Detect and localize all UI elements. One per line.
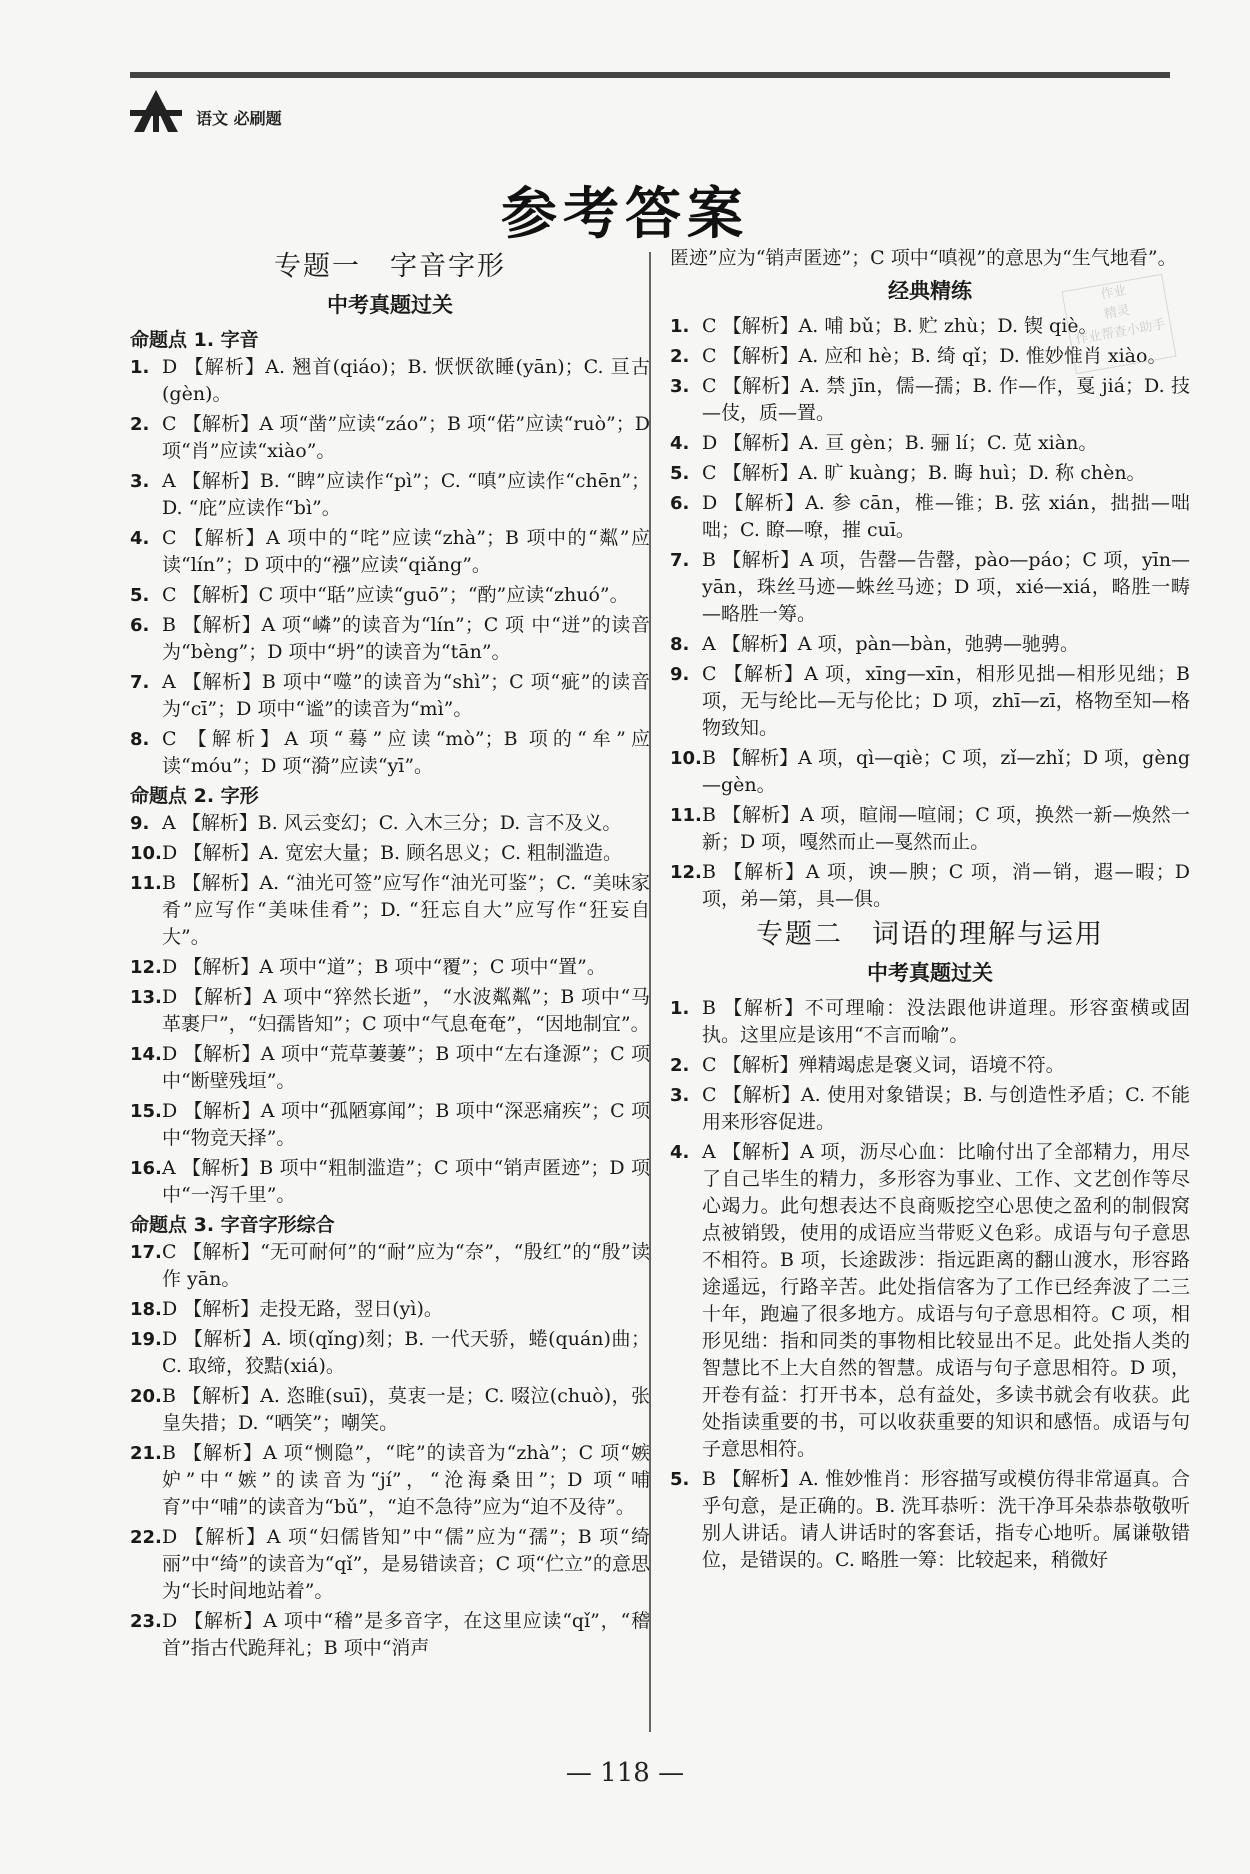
answer-number: 6.	[670, 493, 690, 514]
answer-number: 15.	[130, 1101, 162, 1122]
answer-text: D 【解析】A 项中“荒草萋萋”；B 项中“左右逢源”；C 项中“断壁残垣”。	[162, 1043, 650, 1092]
answer-text: D 【解析】A. 参 cān，椎—锥；B. 弦 xián，拙拙—咄咄；C. 瞭—嘹，摧 cuī。	[702, 492, 1190, 541]
answer-number: 13.	[130, 987, 162, 1008]
answer-item	[130, 870, 650, 951]
topic-heading: 命题点 3. 字音字形综合	[130, 1214, 335, 1236]
answer-item	[130, 1326, 650, 1380]
answer-item	[130, 1155, 650, 1209]
answer-number: 16.	[130, 1158, 162, 1179]
answer-item	[130, 525, 650, 579]
answer-number: 7.	[670, 550, 690, 571]
answer-number: 2.	[670, 1055, 690, 1076]
answer-item	[130, 1041, 650, 1095]
answer-item	[670, 490, 1190, 544]
answer-text: C 【解析】A 项中的“咤”应读“zhà”；B 项中的“粼”应读“lín”；D 项中的“襁”应读“qiǎng”。	[162, 527, 650, 576]
answer-item	[130, 612, 650, 666]
answer-item	[670, 995, 1190, 1049]
answer-item	[130, 840, 650, 867]
watermark-stamp: 作业 精灵 作业帮查小助手	[1061, 274, 1176, 374]
answer-item	[670, 430, 1190, 457]
answer-item	[130, 984, 650, 1038]
answer-text: C 【解析】A. 哺 bǔ；B. 贮 zhù；D. 锲 qiè。	[702, 315, 1098, 337]
answer-item	[670, 1052, 1190, 1079]
answer-text: B 【解析】A 项，暄闹—喧闹；C 项，换然一新—焕然一新；D 项，嘎然而止—戛然而止。	[702, 804, 1190, 853]
answer-item	[670, 859, 1190, 913]
answer-number: 2.	[670, 346, 690, 367]
answer-number: 10.	[670, 748, 702, 769]
answer-item	[670, 373, 1190, 427]
answer-number: 7.	[130, 672, 150, 693]
answer-number: 5.	[130, 585, 150, 606]
answer-item	[130, 726, 650, 780]
answer-text: C 【解析】殚精竭虑是褒义词，语境不符。	[702, 1054, 1065, 1076]
answer-text: B 【解析】A 项，谀—腴；C 项，消—销，遐—暇；D 项，弟—第，具—俱。	[702, 861, 1190, 910]
answer-item	[130, 1524, 650, 1605]
answer-item	[130, 1383, 650, 1437]
subsection-title: 经典精练	[888, 279, 972, 303]
topic-heading: 命题点 2. 字形	[130, 785, 259, 807]
answer-number: 23.	[130, 1611, 162, 1632]
answer-text: C 【解析】A. 使用对象错误；B. 与创造性矛盾；C. 不能用来形容促进。	[702, 1084, 1190, 1133]
answer-item	[670, 1082, 1190, 1136]
answer-text: A 【解析】B. “睥”应读作“pì”；C. “嗔”应读作“chēn”；D. “庇”应读作“bì”。	[162, 470, 650, 519]
answer-text: D 【解析】A. 翘首(qiáo)；B. 恹恹欲睡(yān)；C. 亘古(gèn)。	[162, 356, 650, 405]
page-number: — 118 —	[565, 1758, 685, 1788]
answer-number: 21.	[130, 1443, 162, 1464]
answer-number: 11.	[670, 805, 702, 826]
answer-item	[130, 810, 650, 837]
answer-text: D 【解析】A 项中“稽”是多音字，在这里应读“qǐ”，“稽首”指古代跪拜礼；B 项中“消声	[162, 1610, 650, 1659]
topic-heading: 命题点 1. 字音	[130, 329, 259, 351]
answer-number: 11.	[130, 873, 162, 894]
answer-item	[670, 661, 1190, 742]
left-column	[130, 245, 650, 1665]
answer-number: 9.	[130, 813, 150, 834]
answer-text: B 【解析】不可理喻：没法跟他讲道理。形容蛮横或固执。这里应是该用“不言而喻”。	[702, 997, 1190, 1046]
answer-text: B 【解析】A 项“恻隐”，“咤”的读音为“zhà”；C 项“嫉妒”中“嫉”的读音为“jí”，“沧海桑田”；D 项“哺育”中“哺”的读音为“bǔ”，“迫不急待”应为“迫不及待”。	[162, 1442, 650, 1518]
answer-text: D 【解析】A. 亘 gèn；B. 骊 lí；C. 苋 xiàn。	[702, 432, 1098, 454]
section-title: 专题二 词语的理解与运用	[756, 919, 1104, 950]
answer-text: B 【解析】A. 恣睢(suī)，莫衷一是；C. 啜泣(chuò)，张皇失措；D. “哂笑”；嘲笑。	[162, 1385, 650, 1434]
answer-number: 1.	[670, 316, 690, 337]
answer-item	[130, 1296, 650, 1323]
answer-text: B 【解析】A 项，qì—qiè；C 项，zǐ—zhǐ；D 项，gèng—gèn。	[702, 747, 1190, 796]
answer-number: 3.	[670, 1085, 690, 1106]
answer-item	[130, 1098, 650, 1152]
answer-text: C 【解析】A 项“蓦”应读“mò”；B 项的“牟”应读“móu”；D 项“漪”应读“yī”。	[162, 728, 650, 777]
answer-item	[130, 669, 650, 723]
answer-item	[130, 354, 650, 408]
section-title: 专题一 字音字形	[274, 251, 506, 282]
answer-item	[670, 745, 1190, 799]
answer-text: B 【解析】A 项“嶙”的读音为“lín”；C 项 中“迸”的读音为“bèng”；D 项中“坍”的读音为“tān”。	[162, 614, 650, 663]
answer-number: 1.	[670, 998, 690, 1019]
answer-item	[670, 547, 1190, 628]
answer-number: 14.	[130, 1044, 162, 1065]
answer-item	[130, 582, 650, 609]
answer-text: D 【解析】A 项中“猝然长逝”，“水波粼粼”；B 项中“马革裹尸”，“妇孺皆知”；C 项中“气息奄奄”，“因地制宜”。	[162, 986, 650, 1035]
answer-text: B 【解析】A. 惟妙惟肖：形容描写或模仿得非常逼真。合乎句意，是正确的。B. 洗耳恭听：洗干净耳朵恭恭敬敬听别人讲话。请人讲话时的客套话，指专心地听。属谦敬错位，是错误的。C. 略胜一筹：比较起来，稍微好	[702, 1468, 1190, 1571]
answer-text: A 【解析】B. 风云变幻；C. 入木三分；D. 言不及义。	[162, 812, 622, 834]
answer-text: D 【解析】A. 顷(qǐng)刻；B. 一代天骄，蜷(quán)曲；C. 取缔，狡黠(xiá)。	[162, 1328, 650, 1377]
answer-text: C 【解析】“无可耐何”的“耐”应为“奈”，“殷红”的“殷”读作 yān。	[162, 1241, 650, 1290]
answer-item	[130, 1239, 650, 1293]
answer-text: C 【解析】A 项，xīng—xīn，相形见拙—相形见绌；B 项，无与纶比—无与伦比；D 项，zhī—zī，格物至知—格物致知。	[702, 663, 1190, 739]
answer-number: 5.	[670, 463, 690, 484]
answer-item	[670, 631, 1190, 658]
right-column	[670, 245, 1190, 1577]
answer-item	[130, 954, 650, 981]
answer-text: D 【解析】走投无路，翌日(yì)。	[162, 1298, 443, 1320]
answer-number: 22.	[130, 1527, 162, 1548]
answer-number: 8.	[130, 729, 150, 750]
answer-number: 6.	[130, 615, 150, 636]
answer-number: 17.	[130, 1242, 162, 1263]
answer-text: C 【解析】C 项中“聒”应读“guō”；“酌”应读“zhuó”。	[162, 584, 629, 606]
logo-icon	[130, 88, 182, 134]
answer-number: 4.	[670, 1142, 690, 1163]
continued-text: 匿迹”应为“销声匿迹”；C 项中“嗔视”的意思为“生气地看”。	[670, 247, 1177, 269]
answer-item	[130, 1440, 650, 1521]
answer-item	[670, 460, 1190, 487]
answer-item	[130, 468, 650, 522]
answer-number: 18.	[130, 1299, 162, 1320]
answer-text: D 【解析】A 项“妇儒皆知”中“儒”应为“孺”；B 项“绮丽”中“绮”的读音为“qǐ”，是易错读音；C 项“伫立”的意思为“长时间地站着”。	[162, 1526, 650, 1602]
answer-number: 2.	[130, 414, 150, 435]
answer-number: 1.	[130, 357, 150, 378]
answer-item	[130, 1608, 650, 1662]
answer-number: 5.	[670, 1469, 690, 1490]
answer-text: A 【解析】A 项，沥尽心血：比喻付出了全部精力，用尽了自己毕生的精力，多形容为事业、工作、文艺创作等尽心竭力。此句想表达不良商贩挖空心思使之盈利的制假窝点被销毁，使用的成语应当带贬义色彩。成语与句子意思不相符。B 项，长途跋涉：指远距离的翻山渡水，形容路途遥远，行路辛苦。此处指信客为了工作已经奔波了二三十年，跑遍了很多地方。成语与句子意思相符。C 项，相形见绌：指和同类的事物相比较显出不足。此处指人类的智慧比不上大自然的智慧。成语与句子意思相符。D 项，开卷有益：打开书本，总有益处，多读书就会有收获。此处指读重要的书，可以收获重要的知识和感悟。成语与句子意思相符。	[702, 1141, 1190, 1460]
answer-number: 19.	[130, 1329, 162, 1350]
answer-text: B 【解析】A. “油光可签”应写作“油光可鉴”；C. “美味家肴”应写作“美味佳肴”；D. “狂忘自大”应写作“狂妄自大”。	[162, 872, 650, 948]
answer-item	[670, 1139, 1190, 1463]
answer-item	[670, 1466, 1190, 1574]
page-title: 参考答案	[501, 182, 749, 247]
answer-text: B 【解析】A 项，告罄—告罄，pào—páo；C 项，yīn—yān，珠丝马迹—蛛丝马迹；D 项，xié—xiá，略胜一畴—略胜一筹。	[702, 549, 1190, 625]
answer-text: D 【解析】A. 宽宏大量；B. 顾名思义；C. 粗制滥造。	[162, 842, 623, 864]
answer-text: D 【解析】A 项中“孤陋寡闻”；B 项中“深恶痛疾”；C 项中“物竞天择”。	[162, 1100, 650, 1149]
answer-text: C 【解析】A. 旷 kuàng；B. 晦 huì；D. 称 chèn。	[702, 462, 1146, 484]
answer-text: D 【解析】A 项中“道”；B 项中“覆”；C 项中“置”。	[162, 956, 606, 978]
answer-text: A 【解析】B 项中“噬”的读音为“shì”；C 项“疵”的读音为“cī”；D 项中“谧”的读音为“mì”。	[162, 671, 650, 720]
answer-item	[130, 411, 650, 465]
answer-item	[670, 802, 1190, 856]
answer-number: 10.	[130, 843, 162, 864]
subsection-title: 中考真题过关	[327, 293, 453, 317]
answer-text: A 【解析】A 项，pàn—bàn，弛骋—驰骋。	[702, 633, 1079, 655]
answer-number: 4.	[670, 433, 690, 454]
answer-number: 8.	[670, 634, 690, 655]
answer-number: 4.	[130, 528, 150, 549]
header-rule	[130, 72, 1170, 78]
answer-number: 3.	[130, 471, 150, 492]
answer-text: C 【解析】A. 禁 jīn，儒—孺；B. 作—作，戛 jiá；D. 技—伎，质—置。	[702, 375, 1190, 424]
answer-text: C 【解析】A 项“凿”应读“záo”；B 项“偌”应读“ruò”；D 项“肖”应读“xiào”。	[162, 413, 650, 462]
answer-number: 20.	[130, 1386, 162, 1407]
answer-number: 9.	[670, 664, 690, 685]
brand-label: 语文 必刷题	[196, 109, 282, 128]
subsection-title: 中考真题过关	[867, 961, 993, 985]
answer-text: A 【解析】B 项中“粗制滥造”；C 项中“销声匿迹”；D 项中“一泻千里”。	[162, 1157, 650, 1206]
answer-number: 12.	[130, 957, 162, 978]
answer-number: 3.	[670, 376, 690, 397]
answer-text: C 【解析】A. 应和 hè；B. 绮 qǐ；D. 惟妙惟肖 xiào。	[702, 345, 1167, 367]
answer-number: 12.	[670, 862, 702, 883]
